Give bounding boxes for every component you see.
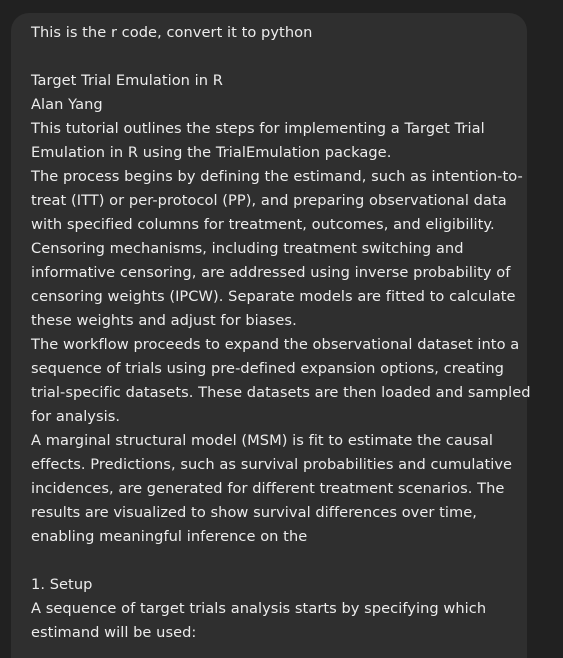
message-line: Target Trial Emulation in R [31, 72, 223, 89]
message-blank-line [31, 549, 516, 573]
message-line: trial-specific datasets. These datasets are then loaded and sampled [31, 384, 531, 401]
message-line: results are visualized to show survival differences over time, [31, 504, 477, 521]
message-line: sequence of trials using pre-defined expansion options, creating [31, 360, 504, 377]
message-line: for analysis. [31, 408, 121, 425]
message-line: treat (ITT) or per-protocol (PP), and preparing observational data [31, 192, 507, 209]
message-line: with specified columns for treatment, outcomes, and eligibility. [31, 216, 495, 233]
message-line: enabling meaningful inference on the [31, 528, 308, 545]
message-blank-line [31, 45, 516, 69]
message-line: estimand will be used: [31, 624, 197, 641]
message-line: A sequence of target trials analysis starts by specifying which [31, 600, 487, 617]
message-line: A marginal structural model (MSM) is fit to estimate the causal [31, 432, 494, 449]
message-line: informative censoring, are addressed using inverse probability of [31, 264, 511, 281]
message-line: these weights and adjust for biases. [31, 312, 297, 329]
user-message-text[interactable] [31, 21, 531, 645]
message-line: Censoring mechanisms, including treatment switching and [31, 240, 464, 257]
message-line: Emulation in R using the TrialEmulation package. [31, 144, 392, 161]
message-line: The workflow proceeds to expand the observational dataset into a [31, 336, 520, 353]
message-line: effects. Predictions, such as survival probabilities and cumulative [31, 456, 513, 473]
message-line: censoring weights (IPCW). Separate models are fitted to calculate [31, 288, 516, 305]
message-line: This is the r code, convert it to python [31, 24, 313, 41]
message-line: incidences, are generated for different treatment scenarios. The [31, 480, 505, 497]
message-line: The process begins by defining the estimand, such as intention-to- [31, 168, 523, 185]
message-line: Alan Yang [31, 96, 103, 113]
message-line: This tutorial outlines the steps for implementing a Target Trial [31, 120, 485, 137]
message-line: 1. Setup [31, 576, 93, 593]
